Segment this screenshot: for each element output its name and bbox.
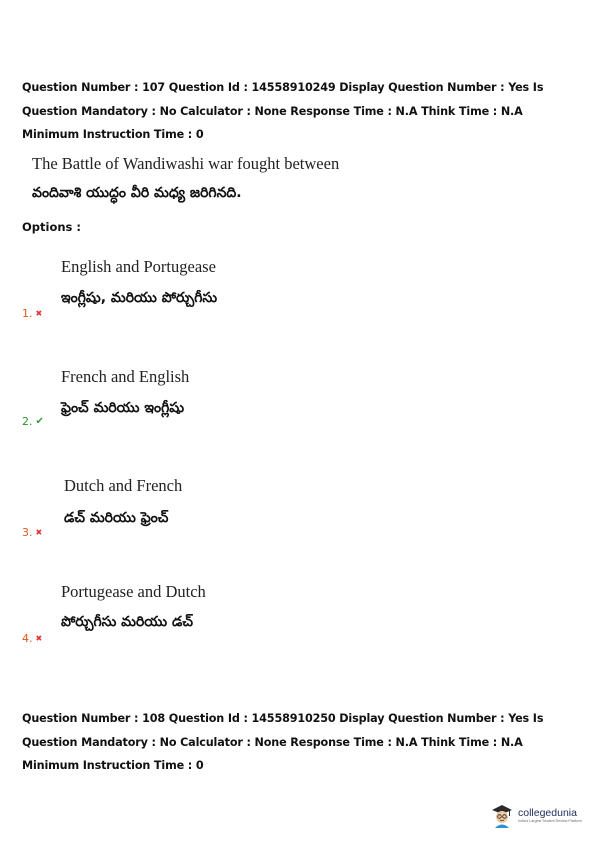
option-2-number-text: 2. — [22, 415, 33, 428]
option-1-telugu: ఇంగ్లీషు, మరియు పోర్చుగీసు — [61, 290, 218, 306]
collegedunia-logo — [489, 800, 589, 830]
option-4-number — [22, 632, 42, 645]
option-3-telugu: డచ్ మరియు ఫ్రెంచ్ — [64, 510, 169, 526]
checkmark-icon: ✔ — [35, 415, 44, 427]
option-2-number — [22, 415, 44, 428]
cross-icon: ✖ — [35, 308, 43, 318]
option-1-number-text: 1. — [22, 307, 33, 320]
option-1-english: English and Portugease — [61, 257, 216, 276]
option-2-english: French and English — [61, 367, 190, 386]
option-4-telugu: పోర్చుగీసు మరియు డచ్ — [61, 614, 194, 630]
student-avatar-icon — [489, 802, 515, 828]
question-107-text-telugu: వందివాశి యుద్ధం వీరి మధ్య జరిగినది. — [32, 185, 242, 201]
option-3-number-text: 3. — [22, 526, 33, 539]
option-4-english: Portugease and Dutch — [61, 582, 206, 601]
question-107-meta: Question Number : 107 Question Id : 14558910249 Display Question Number : Yes Is Question Mandatory : No Calculator : None Response Time : N.A Think Time : N.A Minimum Instruction Time : 0 — [22, 81, 544, 141]
cross-icon: ✖ — [35, 527, 43, 537]
option-4-number-text: 4. — [22, 632, 33, 645]
logo-tagline: India's Largest Student Review Platform — [518, 818, 582, 823]
cross-icon: ✖ — [35, 633, 43, 643]
option-1-number — [22, 307, 42, 320]
options-label: Options : — [22, 220, 81, 234]
option-3-english: Dutch and French — [64, 476, 183, 495]
logo-name: collegedunia — [518, 806, 577, 819]
question-107-text-english: The Battle of Wandiwashi war fought between — [32, 154, 340, 173]
option-3-number — [22, 526, 42, 539]
option-2-telugu: ఫ్రెంచ్ మరియు ఇంగ్లీషు — [61, 400, 185, 416]
question-108-meta: Question Number : 108 Question Id : 14558910250 Display Question Number : Yes Is Question Mandatory : No Calculator : None Response Time : N.A Think Time : N.A Minimum Instruction Time : 0 — [22, 712, 544, 772]
